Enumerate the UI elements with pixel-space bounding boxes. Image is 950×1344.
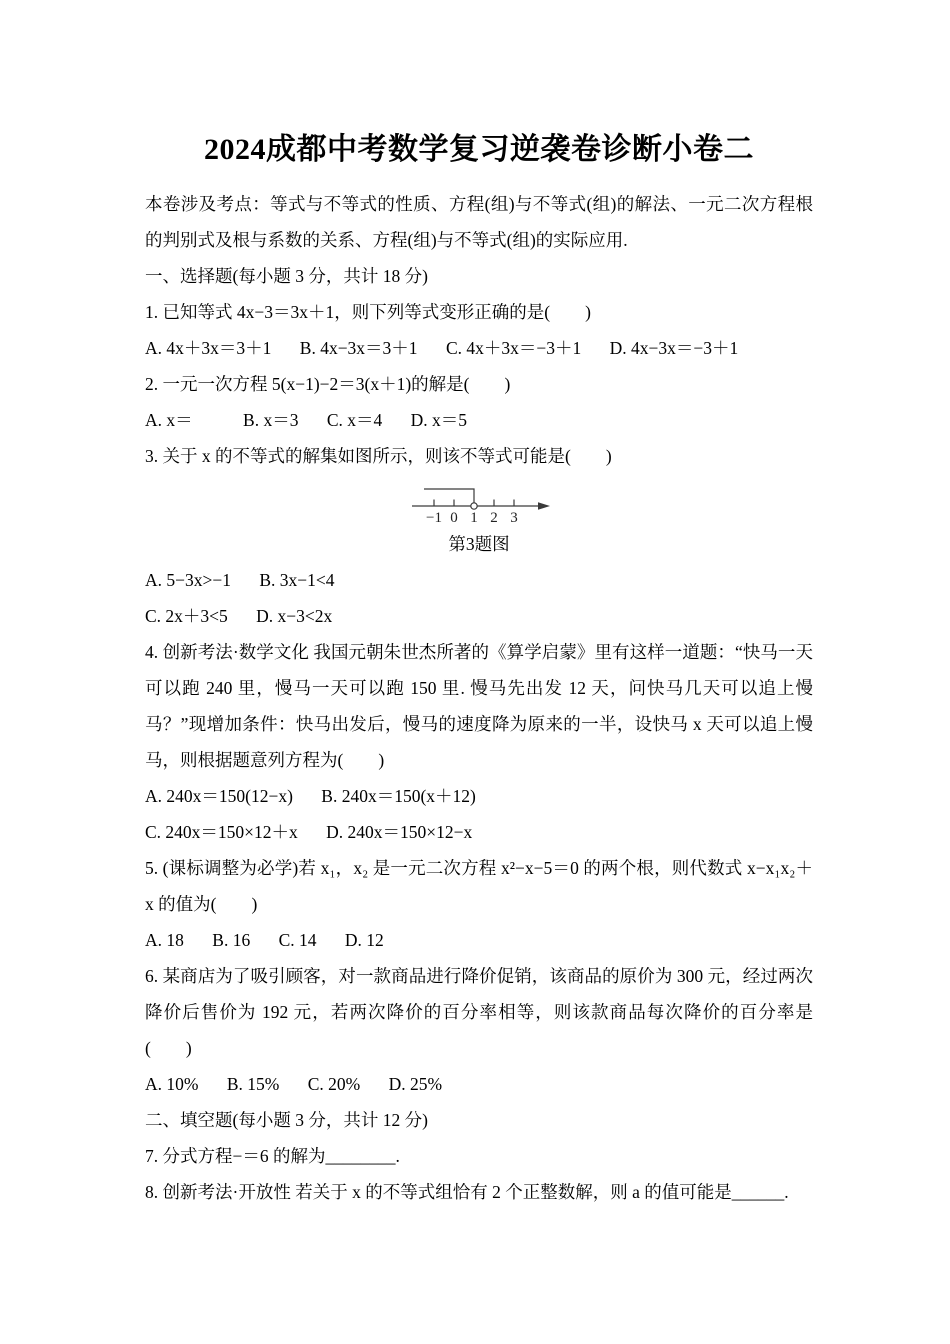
q5-options-row (145, 922, 813, 958)
section2-heading: 二、填空题(每小题 3 分，共计 12 分) (145, 1110, 428, 1130)
q4-stem: 4. 创新考法·数学文化 我国元朝朱世杰所著的《算学启蒙》里有这样一道题：“快马一天可以跑 240 里，慢马一天可以跑 150 里. 慢马先出发 12 天，问快马几天可以追上慢马？”现增加条件：快马出发后，慢马的速度降为原来的一半，设快马 x 天可以追上慢马，则根据题意列方程为( ) (145, 642, 813, 770)
q4-option-b: B. 240x＝150(x＋12) (321, 786, 476, 806)
q4-option-d: D. 240x＝150×12−x (326, 822, 473, 842)
q6-option-c: C. 20% (307, 1074, 361, 1094)
axis-arrow-icon (538, 502, 550, 510)
q2-option-c: C. x＝4 (326, 410, 383, 430)
q1-stem: 1. 已知等式 4x−3＝3x＋1，则下列等式变形正确的是( ) (145, 302, 591, 322)
tick-label-0: 0 (450, 510, 458, 526)
q3-option-c: C. 2x＋3<5 (145, 606, 228, 626)
exam-content (145, 131, 813, 1210)
tick-label-neg1: −1 (426, 510, 442, 526)
q3-options-row2 (145, 598, 813, 634)
q1-option-b: B. 4x−3x＝3＋1 (299, 338, 418, 358)
q1-options-row (145, 330, 813, 366)
q4-option-c: C. 240x＝150×12＋x (145, 822, 298, 842)
q2-option-d: D. x＝5 (410, 410, 468, 430)
figure-caption: 第3题图 (448, 534, 510, 554)
q4-option-a: A. 240x＝150(12−x) (145, 786, 293, 806)
tick-label-1: 1 (470, 510, 478, 526)
q8-stem: 8. 创新考法·开放性 若关于 x 的不等式组恰有 2 个正整数解，则 a 的值可能是______. (145, 1182, 789, 1202)
q5-option-b: B. 16 (212, 930, 251, 950)
q6-option-d: D. 25% (388, 1074, 443, 1094)
tick-label-3: 3 (510, 510, 518, 526)
q1-option-c: C. 4x＋3x＝−3＋1 (445, 338, 582, 358)
solution-ray (424, 489, 474, 503)
q4-options-row1 (145, 778, 813, 814)
section1-heading: 一、选择题(每小题 3 分，共计 18 分) (145, 266, 428, 286)
q4-options-row2 (145, 814, 813, 850)
q2-option-a: A. x＝ (145, 410, 193, 430)
q3-option-d: D. x−3<2x (256, 606, 333, 626)
q2-stem: 2. 一元一次方程 5(x−1)−2＝3(x＋1)的解是( ) (145, 374, 511, 394)
q3-options-row1 (145, 562, 813, 598)
q1-option-d: D. 4x−3x＝−3＋1 (609, 338, 739, 358)
q1-option-a: A. 4x＋3x＝3＋1 (145, 338, 272, 358)
q3-stem: 3. 关于 x 的不等式的解集如图所示，则该不等式可能是( ) (145, 446, 612, 466)
q6-option-b: B. 15% (226, 1074, 280, 1094)
tick-label-2: 2 (490, 510, 498, 526)
q6-stem: 6. 某商店为了吸引顾客，对一款商品进行降价促销，该商品的原价为 300 元，经过两次降价后售价为 192 元，若两次降价的百分率相等，则该款商品每次降价的百分率是( ) (145, 966, 813, 1058)
q3-option-b: B. 3x−1<4 (259, 570, 335, 590)
intro-paragraph: 本卷涉及考点：等式与不等式的性质、方程(组)与不等式(组)的解法、一元二次方程根的判别式及根与系数的关系、方程(组)与不等式(组)的实际应用. (145, 194, 813, 250)
q2-option-b: B. x＝3 (243, 410, 299, 430)
page-title: 2024成都中考数学复习逆袭卷诊断小卷二 (204, 133, 754, 166)
q6-options-row (145, 1066, 813, 1102)
q6-option-a: A. 10% (145, 1074, 199, 1094)
number-line-figure (404, 480, 554, 526)
q3-figure (145, 480, 813, 562)
open-circle (471, 503, 477, 509)
q5-stem: 5. (课标调整为必学)若 x₁，x₂ 是一元二次方程 x²−x−5＝0 的两个根，则代数式 x−x₁x₂＋x 的值为( ) (145, 858, 813, 914)
q5-option-a: A. 18 (145, 930, 184, 950)
q5-option-c: C. 14 (278, 930, 317, 950)
q7-stem: 7. 分式方程−＝6 的解为________. (145, 1146, 400, 1166)
q3-option-a: A. 5−3x>−1 (145, 570, 231, 590)
q2-options-row (145, 402, 813, 438)
q5-option-d: D. 12 (344, 930, 384, 950)
